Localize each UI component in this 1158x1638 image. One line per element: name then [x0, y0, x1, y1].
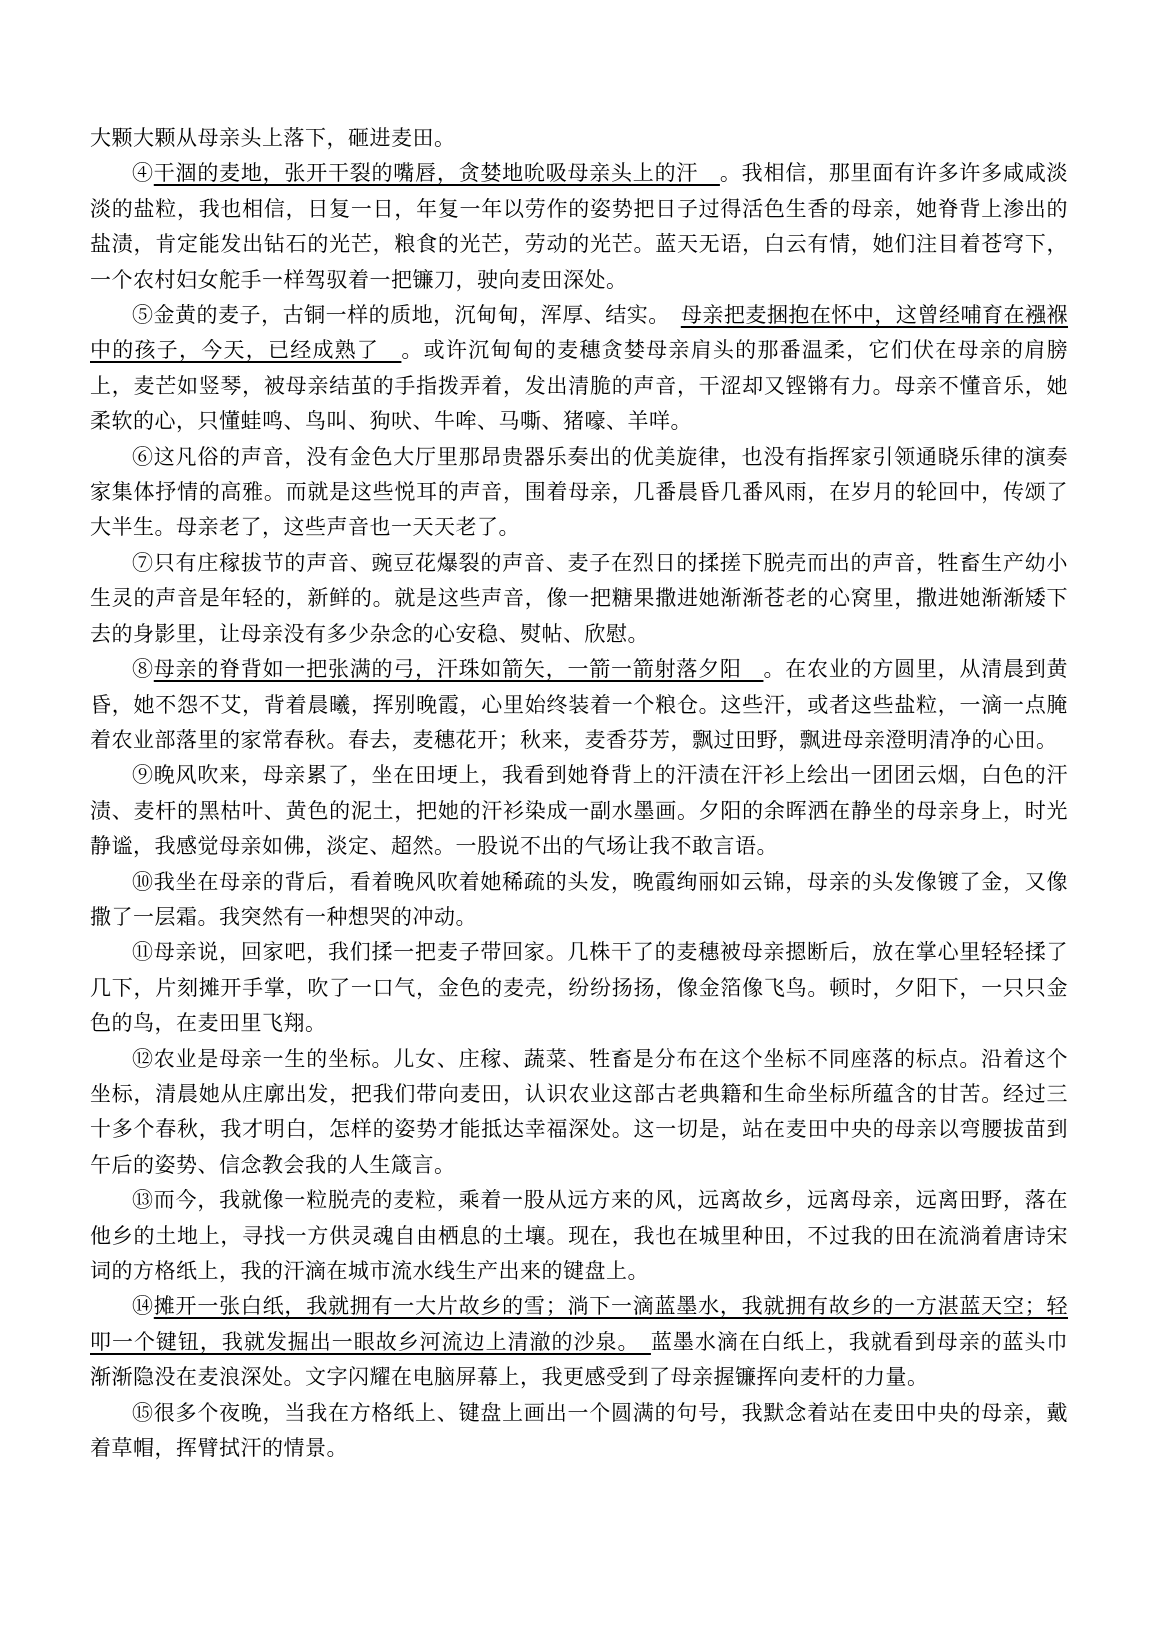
underlined-text: 母亲把麦捆抱在怀中，这曾经哺育在襁褓中的孩子，今天，已经成熟了: [90, 303, 1069, 363]
paragraph: [90, 440, 1068, 546]
text-run: ⑨晚风吹来，母亲累了，坐在田埂上，我看到她脊背上的汗渍在汗衫上绘出一团团云烟，白色的汗渍、麦杆的黑枯叶、黄色的泥土，把她的汗衫染成一副水墨画。夕阳的余晖洒在静坐的母亲身上，时光静谧，我感觉母亲如佛，淡定、超然。一股说不出的气场让我不敢言语。: [90, 763, 1068, 859]
text-run: 。在农业的方圆里，从清晨到黄昏，她不怨不艾，背着晨曦，挥别晚霞，心里始终装着一个粮仓。这些汗，或者这些盐粒，一滴一点腌着农业部落里的家常春秋。春去，麦穗花开；秋来，麦香芬芳，飘过田野，飘进母亲澄明清净的心田。: [90, 657, 1069, 752]
underlined-text: 摊开一张白纸，我就拥有一大片故乡的雪；淌下一滴蓝墨水，我就拥有故乡的一方湛蓝天空；轻叩一个键钮，我就发掘出一眼故乡河流边上清澈的沙泉。: [90, 1294, 1069, 1354]
paragraph: [90, 1183, 1068, 1289]
text-run: ⑧: [132, 657, 154, 682]
paragraph: [90, 1289, 1068, 1395]
text-run: ⑭: [132, 1294, 154, 1319]
text-run: ⑪母亲说，回家吧，我们揉一把麦子带回家。几株干了的麦穗被母亲摁断后，放在掌心里轻轻揉了几下，片刻摊开手掌，吹了一口气，金色的麦壳，纷纷扬扬，像金箔像飞鸟。顿时，夕阳下，一只只金色的鸟，在麦田里飞翔。: [90, 940, 1068, 1036]
underlined-text: 母亲的脊背如一把张满的弓，汗珠如箭矢，一箭一箭射落夕阳: [153, 657, 764, 682]
text-run: ⑫农业是母亲一生的坐标。儿女、庄稼、蔬菜、牲畜是分布在这个坐标不同座落的标点。沿着这个坐标，清晨她从庄廓出发，把我们带向麦田，认识农业这部古老典籍和生命坐标所蕴含的甘苦。经过三十多个春秋，我才明白，怎样的姿势才能抵达幸福深处。这一切是，站在麦田中央的母亲以弯腰拔苗到午后的姿势、信念教会我的人生箴言。: [90, 1046, 1068, 1177]
text-run: ⑤金黄的麦子，古铜一样的质地，沉甸甸，浑厚、结实。: [132, 303, 681, 328]
text-run: ⑮很多个夜晚，当我在方格纸上、键盘上画出一个圆满的句号，我默念着站在麦田中央的母亲，戴着草帽，挥臂拭汗的情景。: [90, 1400, 1068, 1461]
text-run: ⑬而今，我就像一粒脱壳的麦粒，乘着一股从远方来的风，远离故乡，远离母亲，远离田野，落在他乡的土地上，寻找一方供灵魂自由栖息的土壤。现在，我也在城里种田，不过我的田在流淌着唐诗宋词的方格纸上，我的汗滴在城市流水线生产出来的键盘上。: [90, 1188, 1068, 1283]
text-run: 。我相信，那里面有许多许多咸咸淡淡的盐粒，我也相信，日复一日，年复一年以劳作的姿势把日子过得活色生香的母亲，她脊背上渗出的盐渍，肯定能发出钻石的光芒，粮食的光芒，劳动的光芒。蓝天无语，白云有情，她们注目着苍穹下，一个农村妇女舵手一样驾驭着一把镰刀，驶向麦田深处。: [90, 161, 1069, 292]
paragraph: [90, 865, 1068, 936]
paragraph: [90, 652, 1068, 758]
text-run: 。或许沉甸甸的麦穗贪婪母亲肩头的那番温柔，它们伏在母亲的肩膀上，麦芒如竖琴，被母亲结茧的手指拨弄着，发出清脆的声音，干涩却又铿锵有力。母亲不懂音乐，她柔软的心，只懂蛙鸣、鸟叫、狗吠、牛哞、马嘶、猪嚎、羊咩。: [90, 338, 1069, 434]
text-run: ⑦只有庄稼拔节的声音、豌豆花爆裂的声音、麦子在烈日的揉搓下脱壳而出的声音，牲畜生产幼小生灵的声音是年轻的，新鲜的。就是这些声音，像一把糖果撒进她渐渐苍老的心窝里，撒进她渐渐矮下去的身影里，让母亲没有多少杂念的心安稳、熨帖、欣慰。: [90, 550, 1068, 646]
paragraph: [90, 935, 1068, 1041]
paragraph: [90, 1042, 1068, 1184]
text-run: ⑩我坐在母亲的背后，看着晚风吹着她稀疏的头发，晚霞绚丽如云锦，母亲的头发像镀了金，又像撒了一层霜。我突然有一种想哭的冲动。: [90, 869, 1068, 929]
paragraph: [90, 298, 1068, 440]
underlined-text: 干涸的麦地，张开干裂的嘴唇，贪婪地吮吸母亲头上的汗: [153, 161, 720, 186]
paragraph: [90, 758, 1068, 864]
paragraph: [90, 156, 1068, 298]
text-run: ⑥这凡俗的声音，没有金色大厅里那昂贵器乐奏出的优美旋律，也没有指挥家引领通晓乐律的演奏家集体抒情的高雅。而就是这些悦耳的声音，围着母亲，几番晨昏几番风雨，在岁月的轮回中，传颂了大半生。母亲老了，这些声音也一天天老了。: [90, 444, 1068, 540]
paragraph: [90, 121, 1068, 156]
paragraph: [90, 1396, 1068, 1467]
document-body: [90, 121, 1068, 1466]
text-run: 大颗大颗从母亲头上落下，砸进麦田。: [90, 126, 456, 150]
text-run: 蓝墨水滴在白纸上，我就看到母亲的蓝头巾渐渐隐没在麦浪深处。文字闪耀在电脑屏幕上，我更感受到了母亲握镰挥向麦杆的力量。: [90, 1329, 1069, 1390]
text-run: ④: [132, 161, 154, 186]
paragraph: [90, 546, 1068, 652]
